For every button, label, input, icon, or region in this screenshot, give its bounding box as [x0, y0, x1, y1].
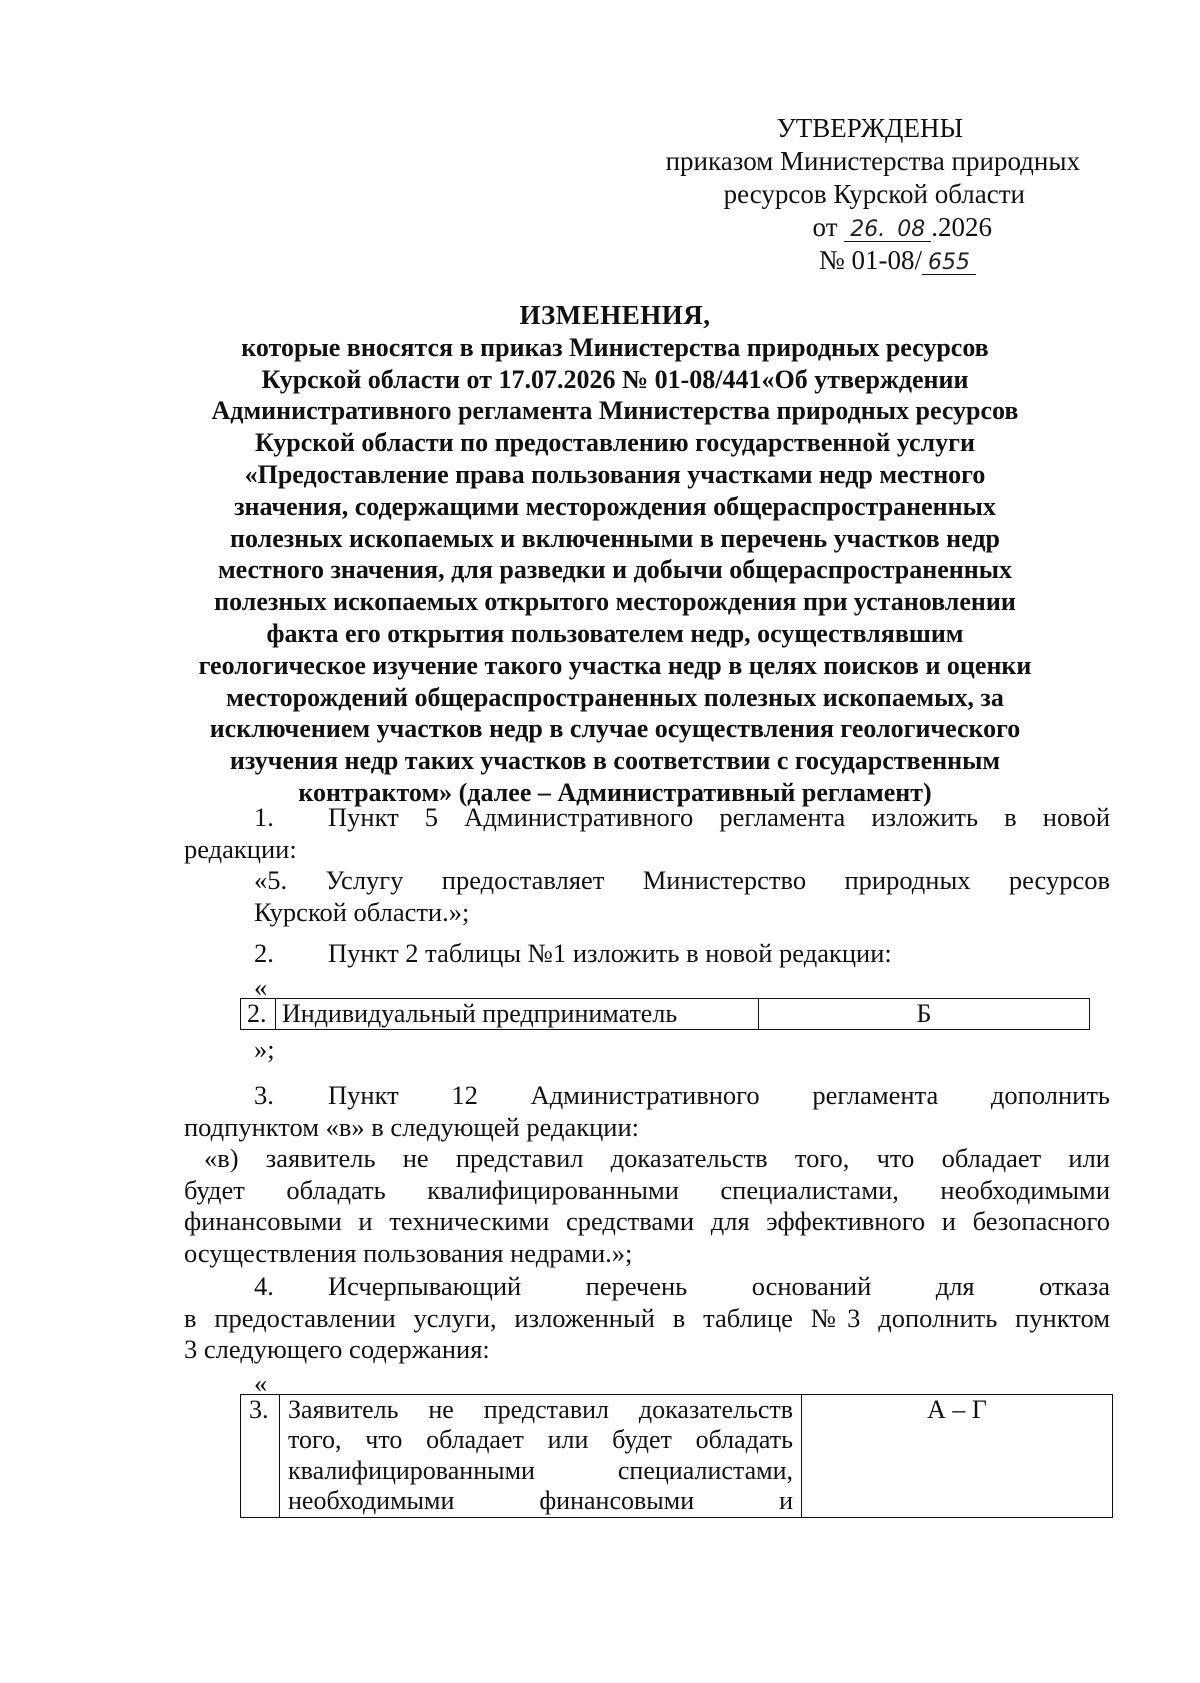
item-1-quote-1: «5. Услугу предоставляет Министерство природных ресурсов	[254, 865, 1110, 895]
title-line: Курской области от 17.07.2026 № 01-08/441«Об утверждении	[261, 364, 969, 394]
date-year: .2026	[931, 212, 992, 242]
table-row	[241, 1394, 1113, 1517]
item-1	[184, 802, 1110, 928]
table-cell-line: квалифицированными специалистами,	[288, 1455, 793, 1485]
item-3-quote-line: «в) заявитель не представил доказательств того, что обладает или	[204, 1143, 1110, 1173]
title-line: Административного регламента Министерства природных ресурсов	[211, 396, 1019, 426]
title-line: контрактом» (далее – Административный регламент)	[298, 777, 932, 807]
item-3	[184, 1080, 1110, 1269]
item-number: 2.	[254, 938, 274, 968]
approval-line-1: приказом Министерства природных	[665, 146, 1080, 176]
title-line: исключением участков недр в случае осуществления геологического	[209, 714, 1021, 744]
open-quote: «	[254, 971, 268, 1002]
item-text: Пункт 2 таблицы №1 изложить в новой редакции:	[328, 938, 892, 968]
table-cell-name: Индивидуальный предприниматель	[276, 998, 759, 1029]
item-text: Пункт 5 Административного регламента изложить в новой	[328, 802, 1110, 832]
table-cell-code: Б	[759, 998, 1090, 1029]
title-line: «Предоставление права пользования участками недр местного	[244, 459, 986, 489]
title-line: местного значения, для разведки и добычи общераспространенных	[217, 555, 1013, 585]
document-title	[150, 300, 1080, 809]
table-row	[241, 998, 1090, 1029]
approval-date	[568, 211, 1088, 244]
item-1-quote-2: Курской области.»;	[254, 896, 470, 927]
table-cell-line: того, что обладает или будет обладать	[288, 1425, 793, 1454]
title-line: полезных ископаемых открытого месторождения при установлении	[214, 587, 1016, 617]
item-3-line-1	[184, 1080, 1110, 1112]
table-cell-number: 2.	[241, 998, 276, 1029]
item-2	[184, 938, 1110, 1065]
item-text: Пункт 12 Административного регламента дополнить	[328, 1080, 1110, 1110]
approval-number	[568, 244, 1088, 277]
title-line: факта его открытия пользователем недр, осуществлявшим	[266, 618, 964, 648]
item-4-line-2: в предоставлении услуги, изложенный в таблице №3 дополнить пунктом	[184, 1302, 1110, 1333]
item-3-line-2: подпунктом «в» в следующей редакции:	[184, 1111, 640, 1142]
number-prefix: № 01-08/	[818, 245, 922, 275]
title-line: изучения недр таких участков в соответствии с государственным	[229, 746, 1001, 776]
handwritten-day: 26.	[844, 219, 891, 242]
item-1-line-2: редакции:	[184, 833, 297, 864]
item-3-quote-line: будет обладать квалифицированными специалистами, необходимыми	[184, 1174, 1110, 1205]
item-4-line-1	[184, 1271, 1110, 1303]
handwritten-month: 08	[891, 219, 931, 242]
table-3-row	[240, 1394, 1113, 1518]
title-line: которые вносятся в приказ Министерства природных ресурсов	[241, 332, 989, 362]
item-text: Исчерпывающий перечень оснований для отказа	[328, 1271, 1110, 1301]
table-cell-number: 3.	[241, 1394, 280, 1517]
item-number: 4.	[254, 1271, 274, 1301]
handwritten-number: 655	[922, 252, 976, 275]
item-1-line-1	[184, 802, 1110, 834]
approval-stamp	[568, 112, 1088, 277]
approval-line-2: ресурсов Курской области	[723, 179, 1025, 209]
item-4	[184, 1271, 1110, 1518]
title-line: месторождений общераспространенных полезных ископаемых, за	[226, 682, 1004, 712]
item-3-quote-line: финансовыми и техническими средствами для эффективного и безопасного	[184, 1206, 1110, 1236]
approval-heading: УТВЕРЖДЕНЫ	[776, 113, 963, 143]
table-cell-line: необходимыми финансовыми и	[288, 1486, 793, 1515]
item-number: 1.	[254, 802, 274, 832]
table-cell-text	[280, 1394, 802, 1517]
title-line: Курской области по предоставлению государственной услуги	[255, 428, 975, 458]
item-number: 3.	[254, 1080, 274, 1110]
table-cell-code: А – Г	[802, 1394, 1113, 1517]
title-line: полезных ископаемых и включенными в перечень участков недр	[230, 523, 1000, 553]
item-4-line-3: 3 следующего содержания:	[184, 1334, 490, 1364]
item-3-quote-line: осуществления пользования недрами.»;	[184, 1237, 633, 1268]
title-line: значения, содержащими месторождения общераспространенных	[234, 491, 996, 521]
open-quote: «	[254, 1367, 268, 1398]
close-quote: »;	[254, 1033, 275, 1064]
table-cell-line: Заявитель не представил доказательств	[288, 1394, 793, 1424]
table-1-row	[240, 998, 1090, 1030]
title-line: геологическое изучение такого участка недр в целях поисков и оценки	[198, 650, 1032, 680]
date-prefix: от	[812, 212, 838, 242]
title-heading: ИЗМЕНЕНИЯ,	[519, 300, 711, 330]
item-2-line	[184, 938, 1110, 970]
